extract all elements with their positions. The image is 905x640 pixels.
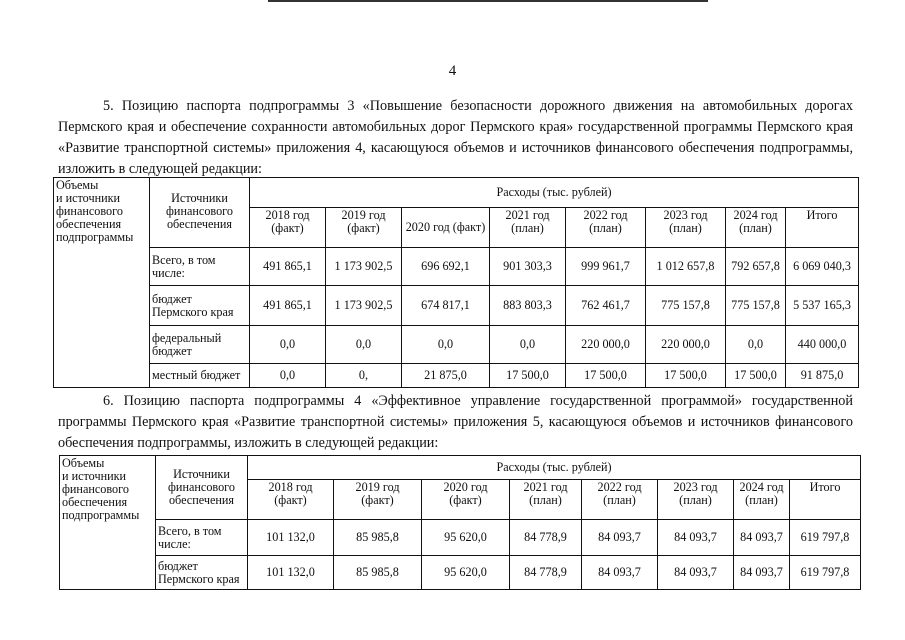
value-cell: 84 093,7	[582, 520, 658, 556]
value-cell: 85 985,8	[334, 556, 422, 590]
section-6-table	[59, 455, 861, 590]
value-cell: 762 461,7	[566, 286, 646, 326]
row-source: бюджет Пермского края	[156, 556, 248, 590]
value-cell: 1 173 902,5	[326, 286, 402, 326]
year-header: 2019 год (факт)	[326, 208, 402, 248]
source-header: Источники финансового обеспечения	[156, 456, 248, 520]
value-cell: 491 865,1	[250, 286, 326, 326]
source-header: Источники финансового обеспечения	[150, 178, 250, 248]
year-header: 2024 год (план)	[734, 480, 790, 520]
table-row	[54, 248, 859, 286]
expenses-header: Расходы (тыс. рублей)	[248, 456, 861, 480]
value-cell: 84 093,7	[658, 520, 734, 556]
table-row	[60, 520, 861, 556]
row-source: местный бюджет	[150, 364, 250, 388]
value-cell: 999 961,7	[566, 248, 646, 286]
value-cell: 95 620,0	[422, 520, 510, 556]
value-cell: 6 069 040,3	[786, 248, 859, 286]
value-cell: 0,0	[250, 326, 326, 364]
year-header: 2023 год (план)	[658, 480, 734, 520]
year-header: 2020 год (факт)	[402, 208, 490, 248]
year-header: 2018 год (факт)	[248, 480, 334, 520]
value-cell: 0,	[326, 364, 402, 388]
table-row	[60, 556, 861, 590]
value-cell: 84 093,7	[734, 520, 790, 556]
section-5-table	[53, 177, 859, 388]
year-header: 2022 год (план)	[582, 480, 658, 520]
year-header: 2021 год (план)	[510, 480, 582, 520]
page-number: 4	[448, 63, 457, 79]
value-cell: 619 797,8	[790, 520, 861, 556]
value-cell: 792 657,8	[726, 248, 786, 286]
value-cell: 17 500,0	[646, 364, 726, 388]
value-cell: 775 157,8	[646, 286, 726, 326]
value-cell: 84 778,9	[510, 520, 582, 556]
value-cell: 17 500,0	[490, 364, 566, 388]
table-row	[54, 286, 859, 326]
table-row	[54, 326, 859, 364]
total-header: Итого	[790, 480, 861, 520]
expenses-header: Расходы (тыс. рублей)	[250, 178, 859, 208]
value-cell: 0,0	[326, 326, 402, 364]
year-header: 2021 год (план)	[490, 208, 566, 248]
year-header: 2020 год (факт)	[422, 480, 510, 520]
section-5-text: 5. Позицию паспорта подпрограммы 3 «Повышение безопасности дорожного движения на автомобильных дорогах Пермского края и обеспечение сохранности автомобильных дорог Пермского края» государственной программы Пермского края «Развитие транспортной системы» приложения 4, касающуюся объемов и источников финансового обеспечения подпрограммы, изложить в следующей редакции:	[58, 98, 853, 177]
value-cell: 883 803,3	[490, 286, 566, 326]
value-cell: 21 875,0	[402, 364, 490, 388]
table-row	[54, 364, 859, 388]
value-cell: 17 500,0	[726, 364, 786, 388]
year-header: 2023 год (план)	[646, 208, 726, 248]
value-cell: 91 875,0	[786, 364, 859, 388]
year-header: 2022 год (план)	[566, 208, 646, 248]
total-header: Итого	[786, 208, 859, 248]
table-label: Объемы и источники финансового обеспечения подпрограммы	[54, 178, 150, 388]
value-cell: 17 500,0	[566, 364, 646, 388]
value-cell: 101 132,0	[248, 520, 334, 556]
row-source: Всего, в том числе:	[150, 248, 250, 286]
value-cell: 84 093,7	[658, 556, 734, 590]
value-cell: 84 093,7	[734, 556, 790, 590]
value-cell: 775 157,8	[726, 286, 786, 326]
value-cell: 0,0	[250, 364, 326, 388]
value-cell: 5 537 165,3	[786, 286, 859, 326]
value-cell: 901 303,3	[490, 248, 566, 286]
value-cell: 101 132,0	[248, 556, 334, 590]
row-source: Всего, в том числе:	[156, 520, 248, 556]
value-cell: 0,0	[490, 326, 566, 364]
row-source: федеральный бюджет	[150, 326, 250, 364]
row-source: бюджет Пермского края	[150, 286, 250, 326]
value-cell: 220 000,0	[566, 326, 646, 364]
value-cell: 95 620,0	[422, 556, 510, 590]
value-cell: 0,0	[726, 326, 786, 364]
value-cell: 84 778,9	[510, 556, 582, 590]
value-cell: 220 000,0	[646, 326, 726, 364]
year-header: 2019 год (факт)	[334, 480, 422, 520]
value-cell: 696 692,1	[402, 248, 490, 286]
value-cell: 440 000,0	[786, 326, 859, 364]
value-cell: 674 817,1	[402, 286, 490, 326]
top-rule	[268, 0, 708, 2]
value-cell: 85 985,8	[334, 520, 422, 556]
value-cell: 1 012 657,8	[646, 248, 726, 286]
value-cell: 84 093,7	[582, 556, 658, 590]
value-cell: 619 797,8	[790, 556, 861, 590]
year-header: 2018 год (факт)	[250, 208, 326, 248]
value-cell: 1 173 902,5	[326, 248, 402, 286]
table-label: Объемы и источники финансового обеспечения подпрограммы	[60, 456, 156, 590]
value-cell: 0,0	[402, 326, 490, 364]
section-6-text: 6. Позицию паспорта подпрограммы 4 «Эффективное управление государственной программой» государственной программы Пермского края «Развитие транспортной системы» приложения 5, касающуюся объемов и источников финансового обеспечения подпрограммы, изложить в следующей редакции:	[58, 393, 853, 451]
value-cell: 491 865,1	[250, 248, 326, 286]
year-header: 2024 год (план)	[726, 208, 786, 248]
